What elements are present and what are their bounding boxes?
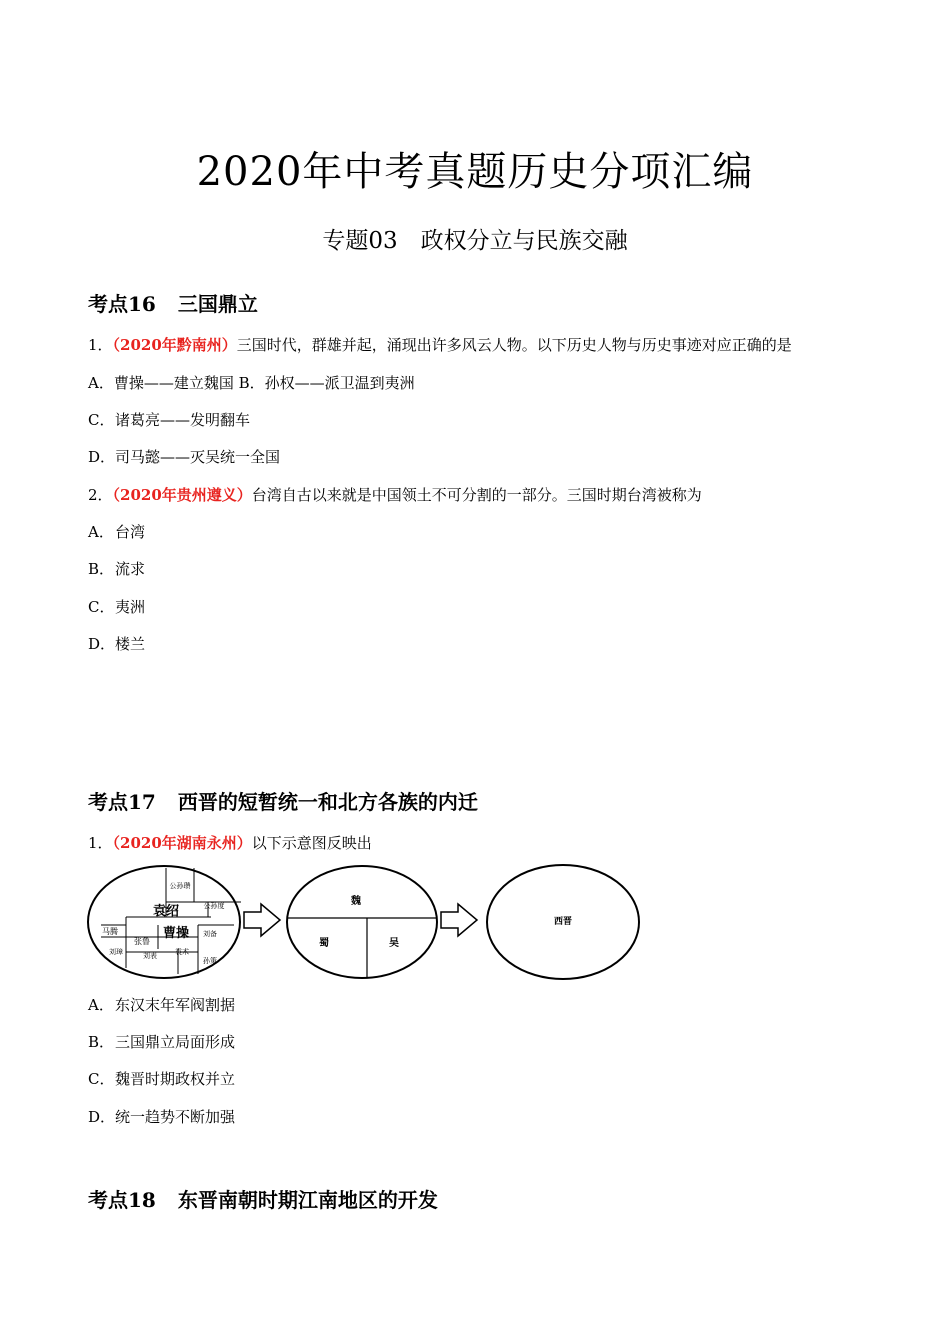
option-text: 夷洲 (115, 598, 146, 616)
question-number: 1． (88, 834, 113, 852)
arrow-icon (244, 904, 280, 936)
question-text: 台湾自古以来就是中国领土不可分割的一部分。三国时期台湾被称为 (251, 486, 702, 504)
question-number: 1． (88, 336, 113, 354)
option-a (88, 994, 235, 1015)
three-kingdoms-map (287, 866, 437, 978)
label-yuanshao: 袁绍 (152, 904, 180, 919)
warlord-map-outline (88, 866, 240, 978)
label-zhanglu: 张鲁 (134, 937, 150, 946)
label-liuzhang: 刘璋 (109, 948, 123, 956)
section-title: 三国鼎立 (177, 292, 258, 316)
option-text: 统一趋势不断加强 (115, 1108, 236, 1126)
question-16-1 (88, 334, 792, 355)
label-wu: 吴 (389, 938, 399, 949)
option-c (88, 409, 250, 430)
section-number: 考点18 (88, 1188, 156, 1212)
label-yuanshu: 袁术 (175, 948, 189, 956)
option-label: D． (88, 448, 116, 466)
section-heading-18 (88, 1184, 438, 1213)
option-text: 台湾 (115, 523, 146, 541)
option-label: C． (88, 598, 115, 616)
option-label: D． (88, 635, 116, 653)
warlord-map (88, 866, 241, 978)
option-text: 流求 (115, 560, 146, 578)
section-title: 西晋的短暂统一和北方各族的内迁 (177, 790, 478, 814)
option-label: B． (88, 1033, 115, 1051)
option-label: A． (88, 523, 114, 541)
question-source: （2020年黔南州） (112, 336, 237, 354)
label-wei: 魏 (351, 896, 361, 907)
label-mateng: 马腾 (102, 927, 118, 936)
three-kingdoms-outline (287, 866, 437, 978)
option-line-ab: A．曹操——建立魏国 B．孙权——派卫温到夷洲 (88, 374, 415, 392)
option-label: B． (88, 560, 115, 578)
option-text: 司马懿——灭吴统一全国 (115, 448, 281, 466)
section-title: 东晋南朝时期江南地区的开发 (177, 1188, 438, 1212)
option-text: 魏晋时期政权并立 (115, 1070, 236, 1088)
label-liubiao: 刘表 (143, 952, 157, 960)
option-d (88, 633, 145, 654)
label-sunce: 孙策 (203, 957, 217, 965)
page-subtitle: 专题03 政权分立与民族交融 (322, 228, 628, 254)
section-heading-17 (88, 786, 478, 815)
section-number: 考点16 (88, 292, 156, 316)
section-number: 考点17 (88, 790, 156, 814)
option-b (88, 1031, 235, 1052)
question-17-1 (88, 832, 372, 853)
option-label: C． (88, 411, 115, 429)
question-text: 三国时代，群雄并起，涌现出许多风云人物。以下历史人物与历史事迹对应正确的是 (236, 336, 792, 354)
label-xijin: 西晋 (553, 917, 573, 927)
arrow-icon (441, 904, 477, 936)
western-jin-map (487, 865, 639, 979)
question-number: 2． (88, 486, 113, 504)
label-gongsunzan: 公孙瓒 (169, 882, 191, 890)
question-16-2 (88, 484, 702, 505)
option-b (88, 558, 145, 579)
option-d (88, 1106, 235, 1127)
section-heading-16 (88, 288, 258, 317)
history-diagram (86, 862, 642, 984)
option-a (88, 521, 145, 542)
label-gongsundu: 公孙度 (203, 902, 225, 910)
option-text: 东汉末年军阀割据 (115, 996, 236, 1014)
label-caocao: 曹操 (162, 926, 190, 941)
option-label: C． (88, 1070, 115, 1088)
page-title: 2020年中考真题历史分项汇编 (196, 149, 754, 195)
label-shu: 蜀 (319, 938, 329, 949)
option-c (88, 596, 145, 617)
option-label: D． (88, 1108, 116, 1126)
option-label: A． (88, 996, 114, 1014)
option-d (88, 446, 280, 467)
question-source: （2020年贵州遵义） (112, 486, 252, 504)
question-text: 以下示意图反映出 (251, 834, 372, 852)
option-text: 三国鼎立局面形成 (115, 1033, 236, 1051)
option-c (88, 1068, 235, 1089)
question-source: （2020年湖南永州） (112, 834, 252, 852)
label-liubei: 刘备 (203, 930, 217, 938)
option-text: 诸葛亮——发明翻车 (115, 411, 251, 429)
option-text: 楼兰 (115, 635, 146, 653)
